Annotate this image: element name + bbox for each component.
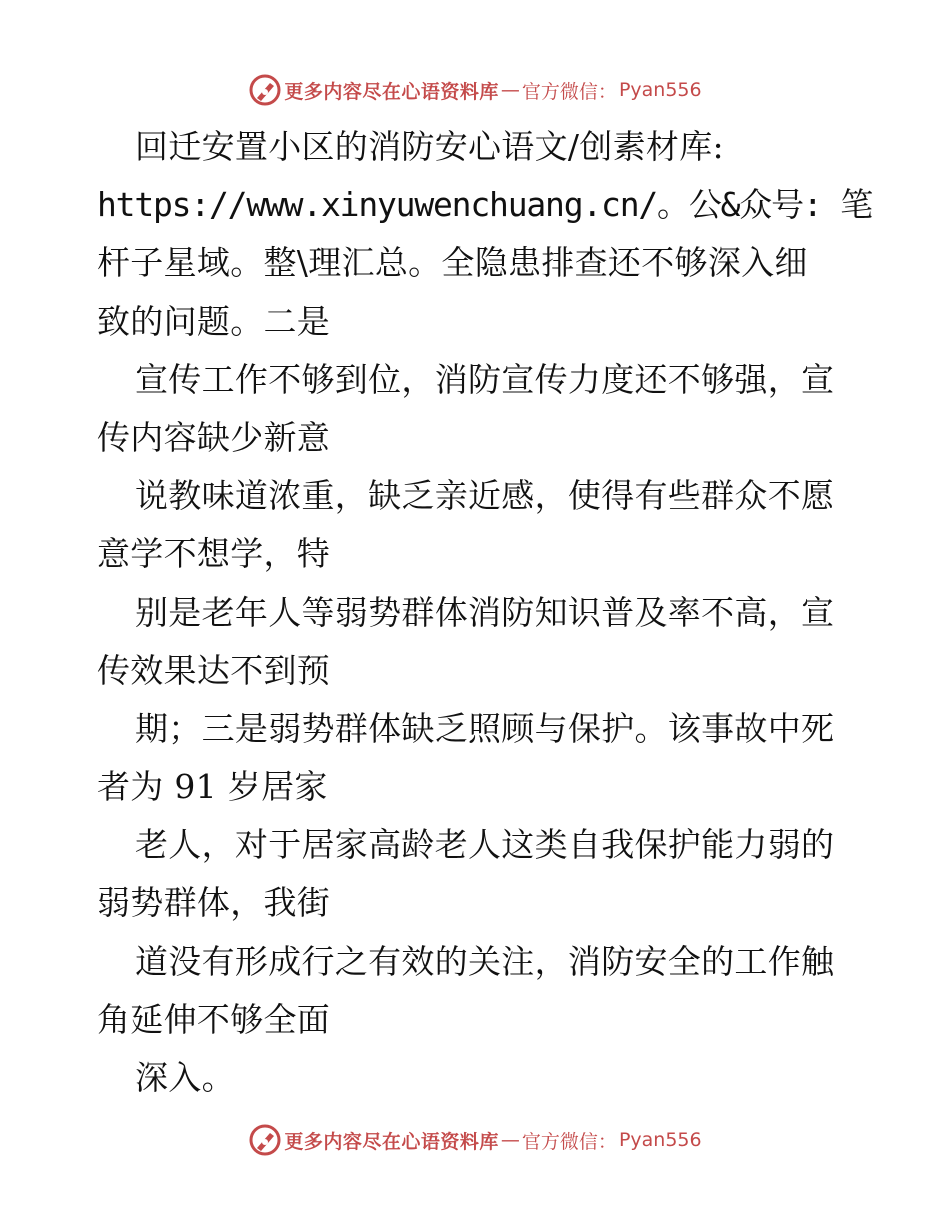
text-line: 弱势群体，我街 xyxy=(97,883,331,923)
banner-brand: 更多内容尽在心语资料库 xyxy=(284,80,499,103)
banner-official-label: 官方微信： xyxy=(521,1130,617,1153)
text-line: 杆子星域。整\理汇总。全隐患排查还不够深入细 xyxy=(97,243,808,283)
text-line: 传内容缺少新意 xyxy=(97,417,331,457)
banner-dash: — xyxy=(500,1129,520,1151)
text-line: 传效果达不到预 xyxy=(97,650,331,690)
banner-wechat-id: Pyan556 xyxy=(618,1129,702,1151)
text-line: 深入。 xyxy=(135,1058,235,1097)
text-line: 期；三是弱势群体缺乏照顾与保护。该事故中死 xyxy=(135,708,835,748)
text-line: 者为 91 岁居家 xyxy=(97,767,328,807)
text-line: 说教味道浓重，缺乏亲近感，使得有些群众不愿 xyxy=(135,476,835,516)
text-line: 道没有形成行之有效的关注，消防安全的工作触 xyxy=(135,941,835,981)
text-line: 致的问题。二是 xyxy=(97,301,331,341)
text-line: 别是老年人等弱势群体消防知识普及率不高，宣 xyxy=(135,592,835,632)
text-line: https://www.xinyuwenchuang.cn/。公&众号: 笔 xyxy=(97,185,873,225)
pen-logo-icon xyxy=(248,1123,282,1157)
pen-logo-icon xyxy=(248,73,282,107)
document-body xyxy=(97,118,873,1107)
banner-wechat-id: Pyan556 xyxy=(618,79,702,101)
text-line: 意学不想学，特 xyxy=(97,534,331,574)
banner-brand: 更多内容尽在心语资料库 xyxy=(284,1130,499,1153)
banner-dash: — xyxy=(500,79,520,101)
text-line: 角延伸不够全面 xyxy=(97,999,331,1039)
footer-banner xyxy=(0,1120,950,1160)
text-line: 回迁安置小区的消防安心语文/创素材库: xyxy=(135,127,724,166)
text-line: 老人，对于居家高龄老人这类自我保护能力弱的 xyxy=(135,825,835,865)
banner-official-label: 官方微信： xyxy=(521,80,617,103)
text-line: 宣传工作不够到位，消防宣传力度还不够强，宣 xyxy=(135,359,835,399)
header-banner xyxy=(0,70,950,110)
